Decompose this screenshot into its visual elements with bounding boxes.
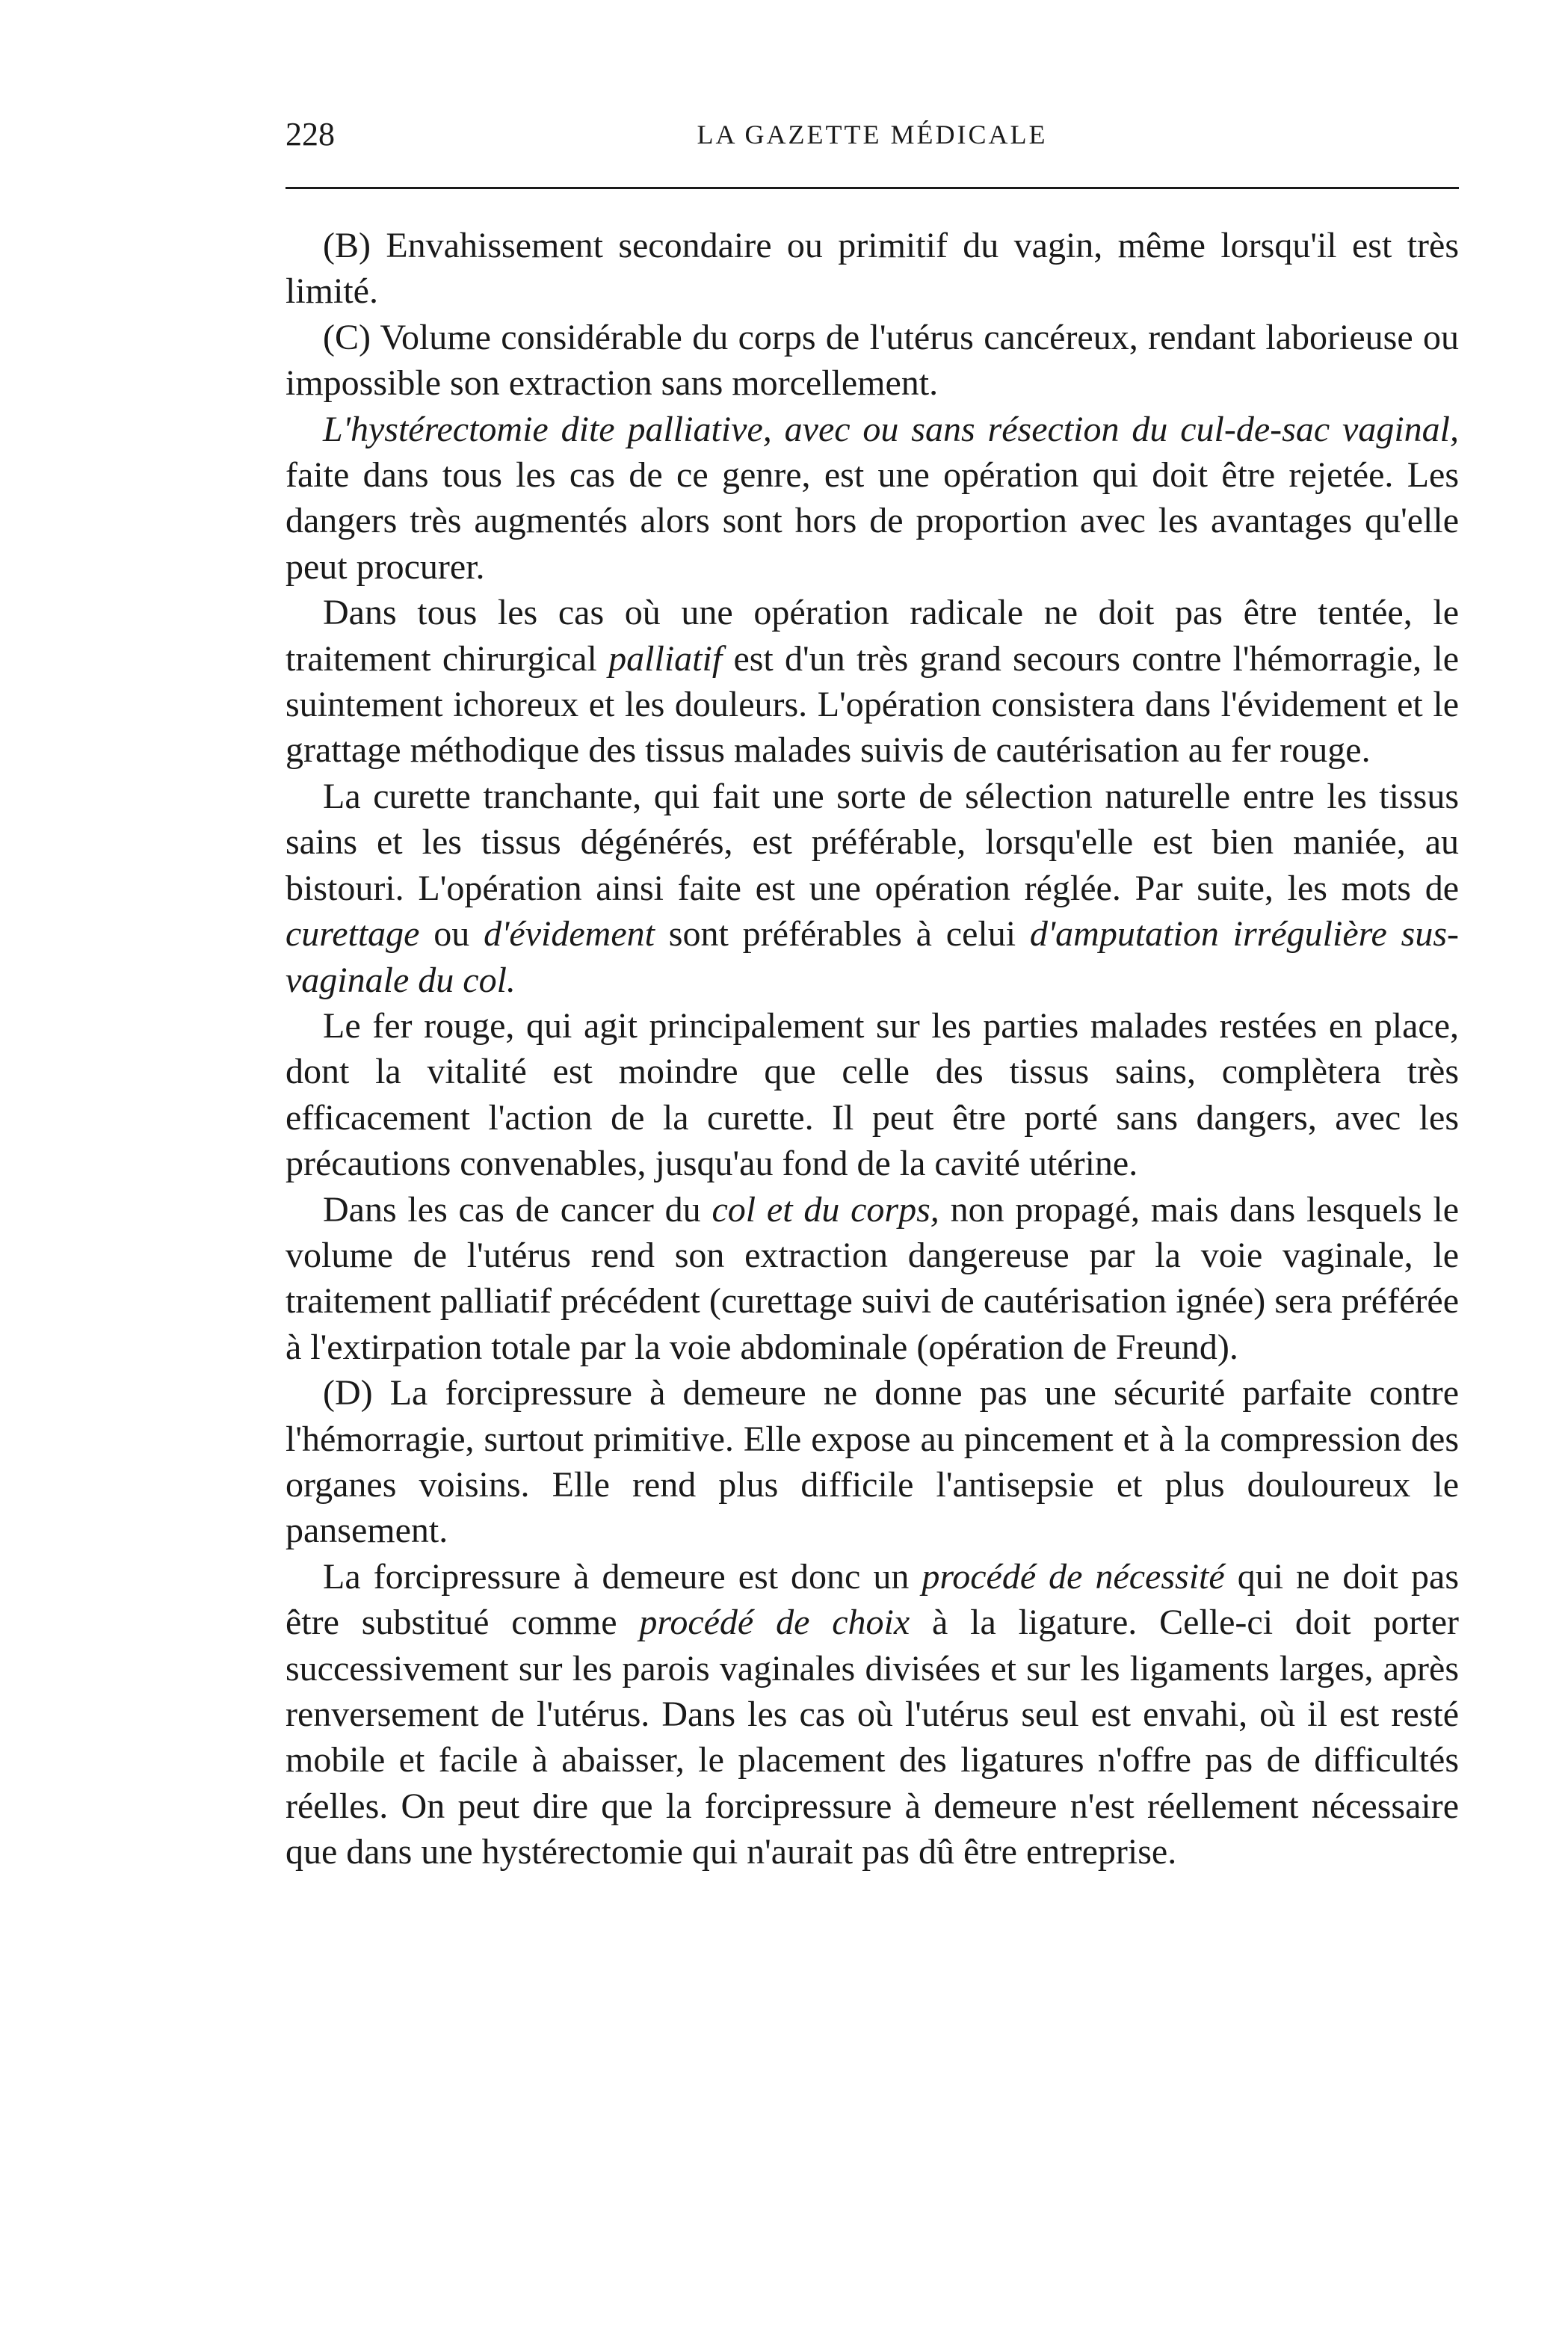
- header-rule: [285, 187, 1459, 189]
- running-title: LA GAZETTE MÉDICALE: [697, 120, 1048, 149]
- paragraph-c: (C) Volume considérable du corps de l'utérus cancéreux, rendant laborieuse ou impossible son extraction sans morcellement.: [285, 317, 1459, 404]
- paragraph-b: (B) Envahissement secondaire ou primitif du vagin, même lorsqu'il est très limité.: [285, 226, 1459, 312]
- paragraph-fer-rouge: Le fer rouge, qui agit principalement sur les parties malades restées en place, dont la vitalité est moindre que celle des tissus sains, complètera très efficacement l'action de la curette. Il peut être porté sans dangers, avec les précautions convenables, jusqu'au fond de la cavité utérine.: [285, 1005, 1459, 1184]
- paragraph-curette: La curette tranchante, qui fait une sorte de sélection naturelle entre les tissus sains et les tissus dégénérés, est préférable, lorsqu'elle est bien maniée, au bistouri. L'opération ainsi faite est une opération réglée. Par suite, les mots de curettage ou d'évidement sont préférables à celui d'amputation irrégulière sus-vaginale du col.: [285, 776, 1460, 1000]
- paragraph-forcipressure: La forcipressure à demeure est donc un procédé de nécessité qui ne doit pas être substitué comme procédé de choix à la ligature. Celle-ci doit porter successivement sur les parois vaginales divisées et sur les ligaments larges, après renversement de l'utérus. Dans les cas où l'utérus seul est envahi, où il est resté mobile et facile à abaisser, le placement des ligatures n'offre pas de difficultés réelles. On peut dire que la forcipressure à demeure n'est réellement nécessaire que dans une hystérectomie qui n'aurait pas dû être entreprise.: [285, 1556, 1460, 1872]
- paragraph-d: (D) La forcipressure à demeure ne donne pas une sécurité parfaite contre l'hémorragie, surtout primitive. Elle expose au pincement et à la compression des organes voisins. Elle rend plus difficile l'antisepsie et plus douloureux le pansement.: [285, 1373, 1459, 1551]
- paragraph-cancer-col-corps: Dans les cas de cancer du col et du corps, non propagé, mais dans lesquels le volume de l'utérus rend son extraction dangereuse par la voie vaginale, le traitement palliatif précédent (curettage suivi de cautérisation ignée) sera préférée à l'extirpation totale par la voie abdominale (opération de Freund).: [285, 1189, 1460, 1367]
- paragraph-palliative-hysterectomy: L'hystérectomie dite palliative, avec ou sans résection du cul-de-sac vaginal, faite dans tous les cas de ce genre, est une opération qui doit être rejetée. Les dangers très augmentés alors sont hors de proportion avec les avantages qu'elle peut procurer.: [285, 409, 1459, 587]
- body-text: [285, 223, 1459, 1875]
- paragraph-surgical-treatment: Dans tous les cas où une opération radicale ne doit pas être tentée, le traitement chirurgical palliatif est d'un très grand secours contre l'hémorragie, le suintement ichoreux et les douleurs. L'opération consistera dans l'évidement et le grattage méthodique des tissus malades suivis de cautérisation au fer rouge.: [285, 593, 1459, 771]
- page-header: [285, 112, 1459, 157]
- page-number: 228: [285, 116, 335, 152]
